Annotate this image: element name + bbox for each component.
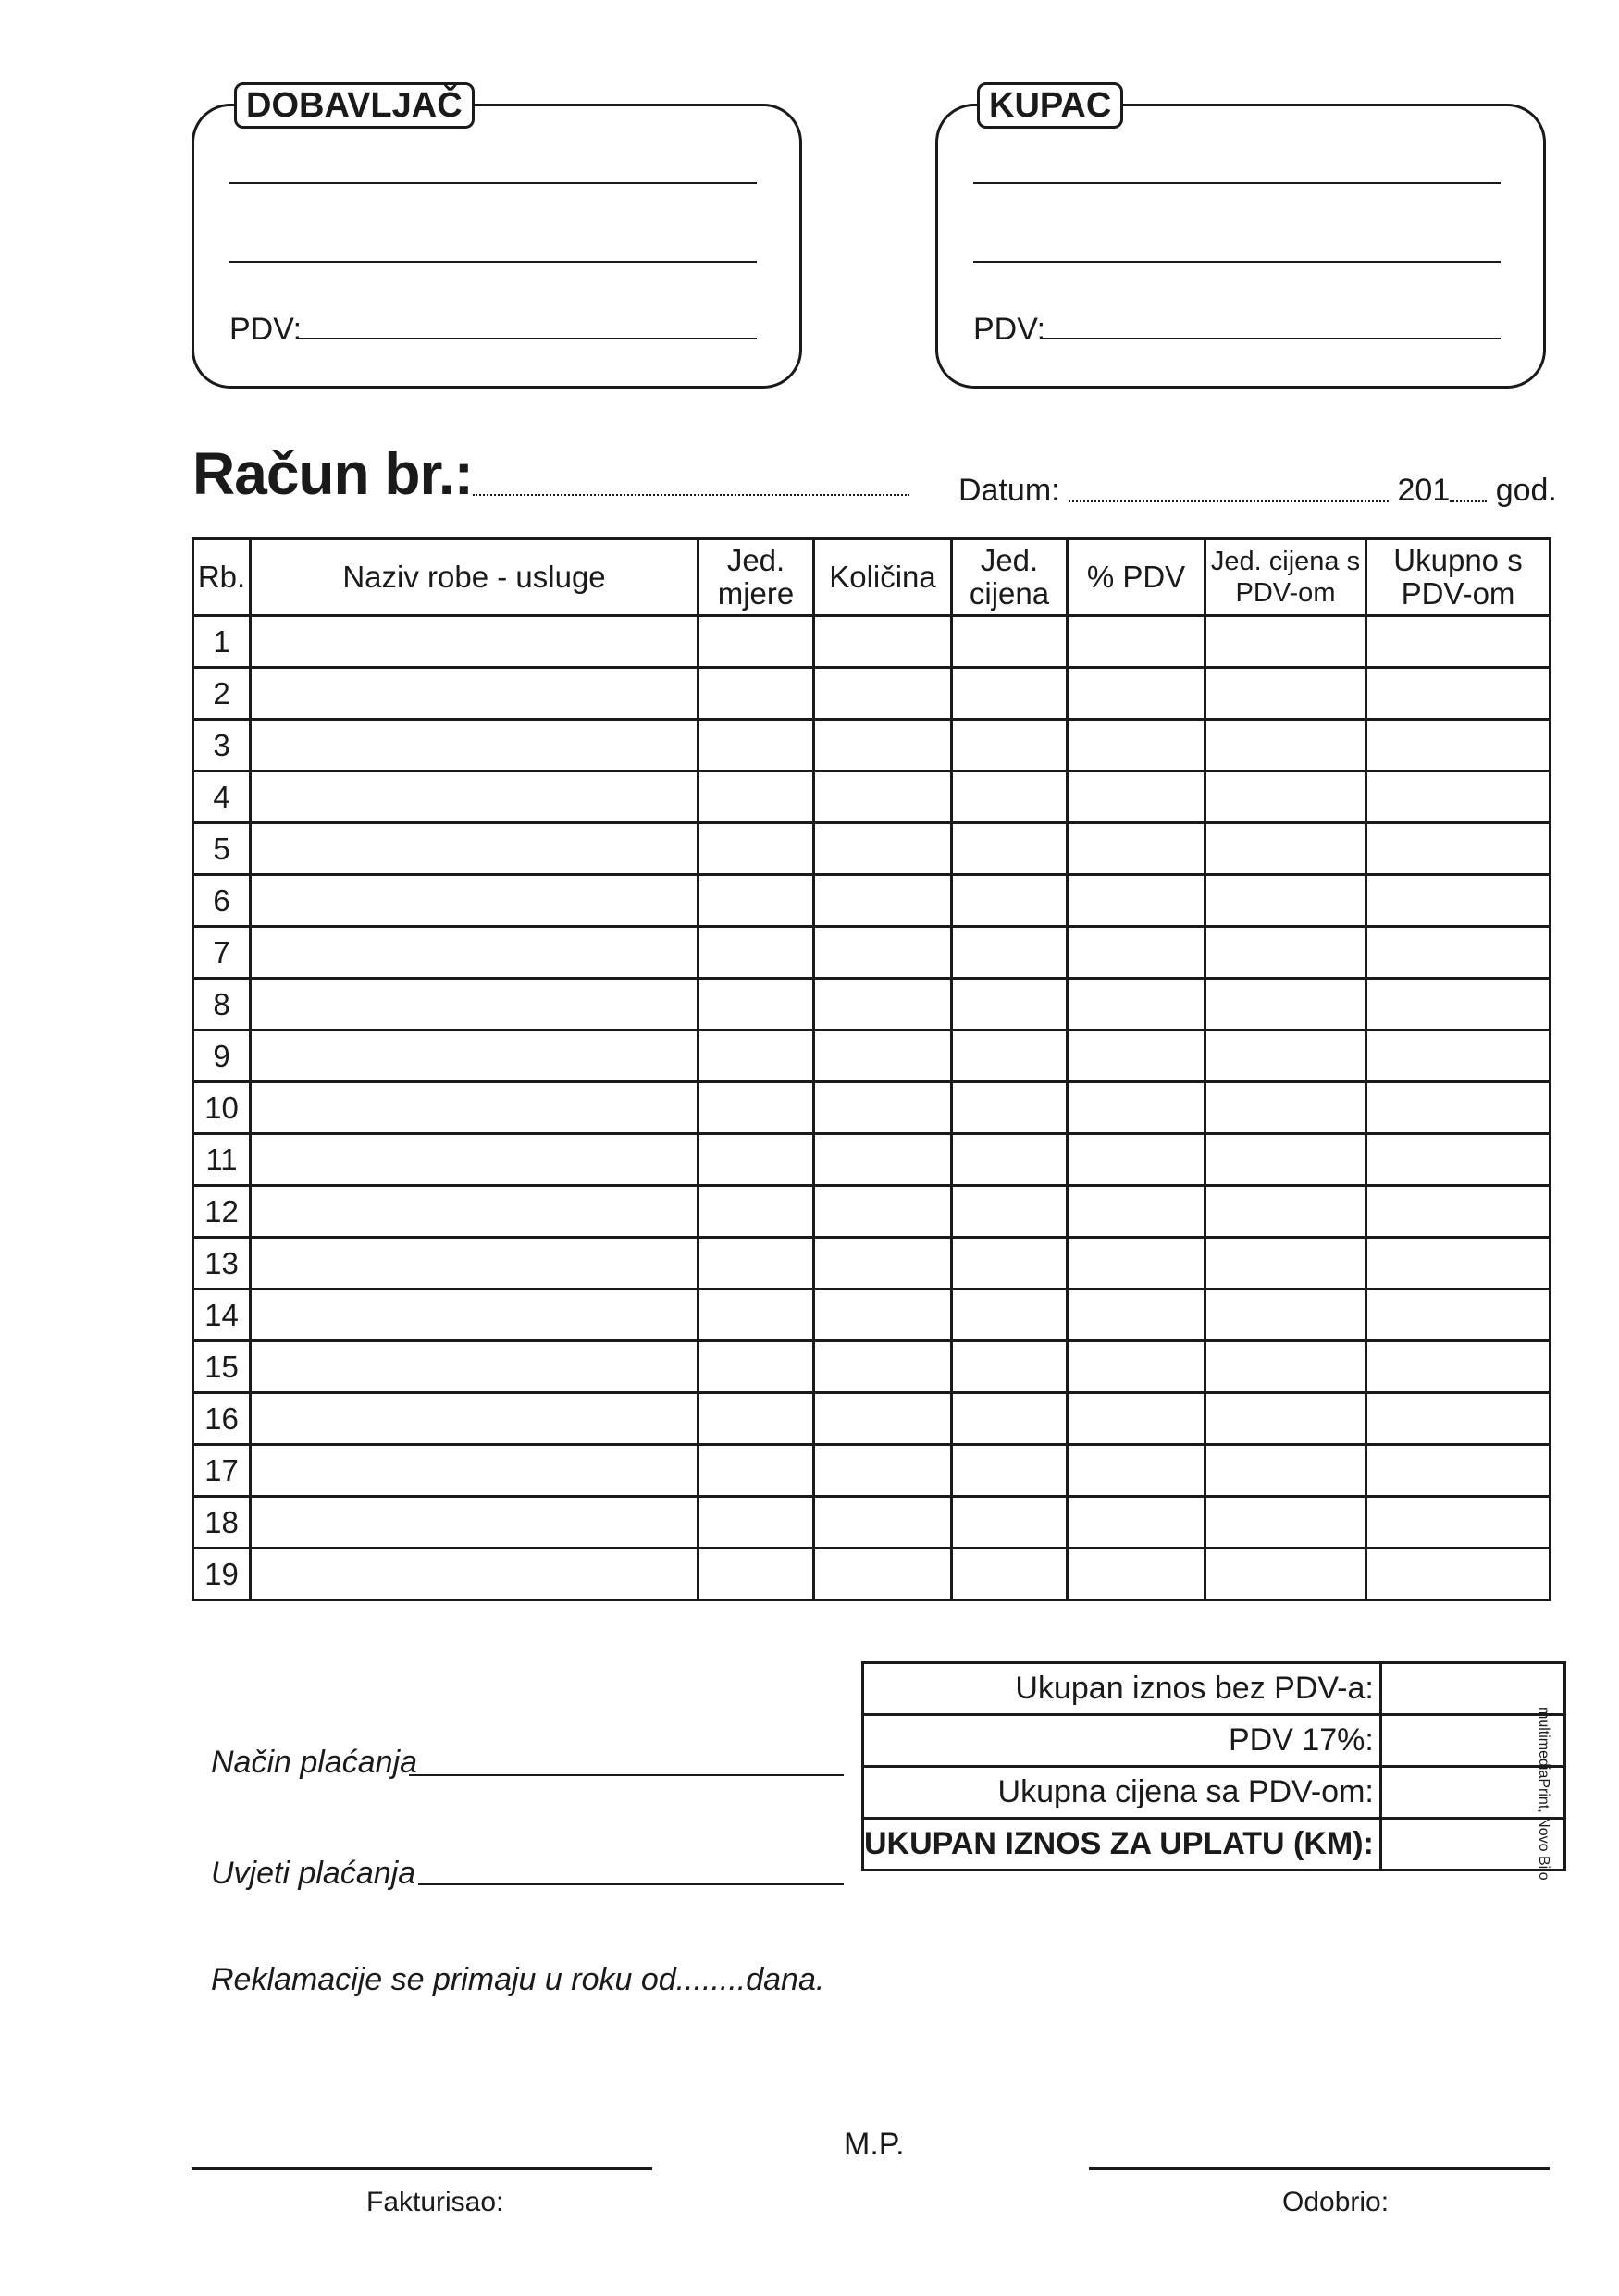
cell-jed-mjere[interactable]: [698, 1134, 814, 1186]
cell-jed-cijena[interactable]: [952, 1341, 1068, 1393]
table-row: [193, 1393, 1551, 1445]
header-ukupno-line2: PDV-om: [1401, 576, 1515, 611]
cell-ukupno[interactable]: [1366, 1134, 1551, 1186]
cell-jed-cijena[interactable]: [952, 875, 1068, 927]
cell-pdv[interactable]: [1068, 1341, 1205, 1393]
complaints-note: Reklamacije se primaju u roku od........dana.: [211, 1962, 825, 1997]
cell-kolicina[interactable]: [814, 1445, 952, 1497]
cell-pdv[interactable]: [1068, 1445, 1205, 1497]
fakturisao-signature-line[interactable]: [192, 2167, 652, 2170]
table-row: [193, 720, 1551, 772]
supplier-pdv-field[interactable]: [298, 338, 757, 339]
cell-jed-mjere[interactable]: [698, 668, 814, 720]
cell-ukupno[interactable]: [1366, 927, 1551, 979]
row-number: 18: [193, 1497, 251, 1549]
cell-jed-mjere[interactable]: [698, 823, 814, 875]
supplier-label: DOBAVLJAČ: [234, 82, 475, 129]
cell-ukupno[interactable]: [1366, 823, 1551, 875]
cell-jed-cijena[interactable]: [952, 772, 1068, 823]
cell-jed-cijena[interactable]: [952, 1549, 1068, 1600]
table-row: [193, 616, 1551, 668]
cell-jed-cijena[interactable]: [952, 979, 1068, 1031]
cell-naziv[interactable]: [251, 1238, 698, 1290]
row-number: 19: [193, 1549, 251, 1600]
cell-jed-mjere[interactable]: [698, 1238, 814, 1290]
row-number: 1: [193, 616, 251, 668]
payment-method-field[interactable]: [409, 1774, 844, 1776]
cell-jed-mjere[interactable]: [698, 1082, 814, 1134]
supplier-line-1[interactable]: [229, 182, 757, 184]
row-number: 12: [193, 1186, 251, 1238]
cell-naziv[interactable]: [251, 875, 698, 927]
cell-naziv[interactable]: [251, 1186, 698, 1238]
cell-naziv[interactable]: [251, 720, 698, 772]
cell-ukupno[interactable]: [1366, 1497, 1551, 1549]
cell-kolicina[interactable]: [814, 1290, 952, 1341]
cell-jed-cijena[interactable]: [952, 927, 1068, 979]
date-row: [958, 467, 1557, 513]
cell-kolicina[interactable]: [814, 1341, 952, 1393]
table-row: [193, 875, 1551, 927]
row-number: 8: [193, 979, 251, 1031]
cell-jed-cijena-pdv[interactable]: [1205, 772, 1366, 823]
cell-kolicina[interactable]: [814, 1238, 952, 1290]
cell-ukupno[interactable]: [1366, 720, 1551, 772]
cell-jed-cijena-pdv[interactable]: [1205, 720, 1366, 772]
cell-pdv[interactable]: [1068, 1031, 1205, 1082]
cell-jed-cijena-pdv[interactable]: [1205, 1393, 1366, 1445]
row-number: 14: [193, 1290, 251, 1341]
cell-jed-cijena[interactable]: [952, 823, 1068, 875]
cell-kolicina[interactable]: [814, 720, 952, 772]
cell-jed-cijena-pdv[interactable]: [1205, 1238, 1366, 1290]
payment-method-label: Način plaćanja: [211, 1745, 418, 1780]
invoice-title: Račun br.:: [192, 440, 473, 507]
cell-kolicina[interactable]: [814, 772, 952, 823]
cell-jed-mjere[interactable]: [698, 1290, 814, 1341]
cell-kolicina[interactable]: [814, 1031, 952, 1082]
table-row: [193, 1238, 1551, 1290]
cell-jed-cijena[interactable]: [952, 1134, 1068, 1186]
table-row: [193, 1497, 1551, 1549]
cell-jed-cijena[interactable]: [952, 1497, 1068, 1549]
cell-jed-cijena[interactable]: [952, 1290, 1068, 1341]
year-field[interactable]: [1450, 467, 1487, 502]
cell-jed-cijena-pdv[interactable]: [1205, 1186, 1366, 1238]
row-number: 10: [193, 1082, 251, 1134]
cell-naziv[interactable]: [251, 1134, 698, 1186]
header-kolicina: Količina: [814, 539, 952, 616]
header-jed-cijena-line2: cijena: [969, 576, 1050, 611]
cell-jed-mjere[interactable]: [698, 772, 814, 823]
cell-jed-cijena-pdv[interactable]: [1205, 1445, 1366, 1497]
mp-stamp-label: M.P.: [844, 2127, 905, 2162]
cell-jed-cijena-pdv[interactable]: [1205, 1082, 1366, 1134]
header-jed-mjere: [698, 539, 814, 616]
totals-table: [861, 1661, 1566, 1871]
cell-jed-cijena[interactable]: [952, 1445, 1068, 1497]
cell-kolicina[interactable]: [814, 1549, 952, 1600]
cell-ukupno[interactable]: [1366, 875, 1551, 927]
buyer-line-2[interactable]: [973, 261, 1501, 263]
table-row: [193, 1445, 1551, 1497]
header-jed-mjere-line1: Jed.: [726, 543, 785, 577]
cell-kolicina[interactable]: [814, 616, 952, 668]
header-jed-cijena-pdv: [1205, 539, 1366, 616]
cell-kolicina[interactable]: [814, 1082, 952, 1134]
cell-jed-mjere[interactable]: [698, 1393, 814, 1445]
cell-pdv[interactable]: [1068, 1549, 1205, 1600]
cell-kolicina[interactable]: [814, 1393, 952, 1445]
header-jed-cijena: [952, 539, 1068, 616]
cell-pdv[interactable]: [1068, 668, 1205, 720]
row-number: 17: [193, 1445, 251, 1497]
cell-kolicina[interactable]: [814, 979, 952, 1031]
cell-jed-cijena-pdv[interactable]: [1205, 1031, 1366, 1082]
totals-row: [863, 1663, 1565, 1715]
cell-jed-cijena-pdv[interactable]: [1205, 1290, 1366, 1341]
total-za-uplatu-label: UKUPAN IZNOS ZA UPLATU (KM):: [863, 1819, 1381, 1870]
cell-pdv[interactable]: [1068, 1134, 1205, 1186]
pdv17-label: PDV 17%:: [863, 1715, 1381, 1767]
cell-jed-cijena-pdv[interactable]: [1205, 875, 1366, 927]
row-number: 6: [193, 875, 251, 927]
row-number: 9: [193, 1031, 251, 1082]
buyer-label: KUPAC: [977, 82, 1123, 129]
cell-jed-mjere[interactable]: [698, 875, 814, 927]
row-number: 5: [193, 823, 251, 875]
header-rb: Rb.: [193, 539, 251, 616]
header-pdv: % PDV: [1068, 539, 1205, 616]
cell-naziv[interactable]: [251, 1031, 698, 1082]
cell-jed-cijena[interactable]: [952, 1393, 1068, 1445]
payment-terms-field[interactable]: [418, 1883, 844, 1885]
cell-jed-cijena[interactable]: [952, 668, 1068, 720]
cell-ukupno[interactable]: [1366, 1445, 1551, 1497]
buyer-pdv-field[interactable]: [1042, 338, 1501, 339]
cell-pdv[interactable]: [1068, 1290, 1205, 1341]
cell-jed-cijena[interactable]: [952, 1186, 1068, 1238]
cell-naziv[interactable]: [251, 927, 698, 979]
table-row: [193, 1082, 1551, 1134]
cell-naziv[interactable]: [251, 616, 698, 668]
row-number: 2: [193, 668, 251, 720]
cell-naziv[interactable]: [251, 1290, 698, 1341]
cell-naziv[interactable]: [251, 1497, 698, 1549]
row-number: 11: [193, 1134, 251, 1186]
cell-jed-mjere[interactable]: [698, 1341, 814, 1393]
buyer-pdv-label: PDV:: [973, 312, 1046, 347]
table-row: [193, 668, 1551, 720]
cell-naziv[interactable]: [251, 1549, 698, 1600]
cell-ukupno[interactable]: [1366, 1341, 1551, 1393]
header-ukupno-line1: Ukupno s: [1393, 543, 1523, 577]
cell-jed-mjere[interactable]: [698, 1186, 814, 1238]
cell-kolicina[interactable]: [814, 1134, 952, 1186]
cell-ukupno[interactable]: [1366, 772, 1551, 823]
invoice-title-row: [192, 437, 909, 511]
buyer-line-1[interactable]: [973, 182, 1501, 184]
cell-jed-mjere[interactable]: [698, 1497, 814, 1549]
odobrio-signature-line[interactable]: [1089, 2167, 1550, 2170]
cell-ukupno[interactable]: [1366, 1549, 1551, 1600]
odobrio-label: Odobrio:: [1282, 2187, 1390, 2217]
year-suffix: god.: [1495, 473, 1557, 508]
cell-jed-mjere[interactable]: [698, 1549, 814, 1600]
cell-pdv[interactable]: [1068, 1238, 1205, 1290]
row-number: 15: [193, 1341, 251, 1393]
cell-jed-cijena-pdv[interactable]: [1205, 668, 1366, 720]
cell-kolicina[interactable]: [814, 823, 952, 875]
cell-pdv[interactable]: [1068, 1186, 1205, 1238]
cell-naziv[interactable]: [251, 772, 698, 823]
cell-naziv[interactable]: [251, 1341, 698, 1393]
cell-pdv[interactable]: [1068, 772, 1205, 823]
date-field[interactable]: [1069, 467, 1389, 502]
header-jed-mjere-line2: mjere: [717, 576, 795, 611]
cell-jed-cijena-pdv[interactable]: [1205, 1341, 1366, 1393]
cell-jed-cijena-pdv[interactable]: [1205, 823, 1366, 875]
cell-ukupno[interactable]: [1366, 979, 1551, 1031]
printer-credit: multimediaPrint, Novo Bilo: [1536, 1707, 1551, 1881]
cell-jed-cijena-pdv[interactable]: [1205, 1549, 1366, 1600]
cell-jed-cijena[interactable]: [952, 720, 1068, 772]
row-number: 7: [193, 927, 251, 979]
totals-row: [863, 1767, 1565, 1819]
cell-jed-cijena-pdv[interactable]: [1205, 927, 1366, 979]
table-row: [193, 823, 1551, 875]
supplier-line-2[interactable]: [229, 261, 757, 263]
cell-kolicina[interactable]: [814, 875, 952, 927]
payment-terms-label: Uvjeti plaćanja: [211, 1856, 416, 1891]
cell-jed-mjere[interactable]: [698, 1445, 814, 1497]
supplier-pdv-label: PDV:: [229, 312, 303, 347]
table-row: [193, 1290, 1551, 1341]
table-row: [193, 979, 1551, 1031]
cell-pdv[interactable]: [1068, 823, 1205, 875]
cell-jed-mjere[interactable]: [698, 927, 814, 979]
totals-row: [863, 1819, 1565, 1870]
cell-ukupno[interactable]: [1366, 1290, 1551, 1341]
cell-ukupno[interactable]: [1366, 1238, 1551, 1290]
invoice-number-field[interactable]: [473, 437, 909, 496]
cell-jed-cijena[interactable]: [952, 1082, 1068, 1134]
table-row: [193, 1134, 1551, 1186]
cell-jed-mjere[interactable]: [698, 1031, 814, 1082]
row-number: 4: [193, 772, 251, 823]
cell-ukupno[interactable]: [1366, 668, 1551, 720]
cell-naziv[interactable]: [251, 1445, 698, 1497]
cell-naziv[interactable]: [251, 668, 698, 720]
cell-jed-mjere[interactable]: [698, 979, 814, 1031]
cell-jed-mjere[interactable]: [698, 720, 814, 772]
cell-ukupno[interactable]: [1366, 1031, 1551, 1082]
totals-row: [863, 1715, 1565, 1767]
row-number: 16: [193, 1393, 251, 1445]
cell-ukupno[interactable]: [1366, 1082, 1551, 1134]
cell-jed-cijena-pdv[interactable]: [1205, 979, 1366, 1031]
cell-kolicina[interactable]: [814, 1186, 952, 1238]
header-jed-cijena-line1: Jed.: [980, 543, 1039, 577]
table-row: [193, 1549, 1551, 1600]
total-bez-pdv-label: Ukupan iznos bez PDV-a:: [863, 1663, 1381, 1715]
cell-pdv[interactable]: [1068, 1497, 1205, 1549]
year-prefix: 201: [1397, 473, 1451, 508]
table-row: [193, 1186, 1551, 1238]
items-table: [192, 537, 1551, 1601]
cell-naziv[interactable]: [251, 1393, 698, 1445]
cell-ukupno[interactable]: [1366, 1186, 1551, 1238]
cell-kolicina[interactable]: [814, 668, 952, 720]
cell-naziv[interactable]: [251, 823, 698, 875]
row-number: 3: [193, 720, 251, 772]
cell-pdv[interactable]: [1068, 927, 1205, 979]
cell-pdv[interactable]: [1068, 1393, 1205, 1445]
header-jed-cijena-pdv-line1: Jed. cijena s: [1210, 547, 1361, 576]
cell-pdv[interactable]: [1068, 979, 1205, 1031]
cell-jed-cijena[interactable]: [952, 1031, 1068, 1082]
date-label: Datum:: [958, 473, 1060, 508]
table-header-row: [193, 539, 1551, 616]
cell-pdv[interactable]: [1068, 720, 1205, 772]
table-row: [193, 1341, 1551, 1393]
row-number: 13: [193, 1238, 251, 1290]
cell-jed-cijena[interactable]: [952, 1238, 1068, 1290]
cell-naziv[interactable]: [251, 1082, 698, 1134]
fakturisao-label: Fakturisao:: [366, 2187, 504, 2217]
cell-naziv[interactable]: [251, 979, 698, 1031]
cell-ukupno[interactable]: [1366, 616, 1551, 668]
cell-ukupno[interactable]: [1366, 1393, 1551, 1445]
total-sa-pdv-label: Ukupna cijena sa PDV-om:: [863, 1767, 1381, 1819]
cell-jed-mjere[interactable]: [698, 616, 814, 668]
cell-jed-cijena-pdv[interactable]: [1205, 1497, 1366, 1549]
header-naziv: Naziv robe - usluge: [251, 539, 698, 616]
cell-kolicina[interactable]: [814, 1497, 952, 1549]
cell-jed-cijena[interactable]: [952, 616, 1068, 668]
cell-pdv[interactable]: [1068, 616, 1205, 668]
cell-jed-cijena-pdv[interactable]: [1205, 1134, 1366, 1186]
cell-pdv[interactable]: [1068, 1082, 1205, 1134]
table-row: [193, 1031, 1551, 1082]
table-row: [193, 927, 1551, 979]
cell-kolicina[interactable]: [814, 927, 952, 979]
header-jed-cijena-pdv-line2: PDV-om: [1235, 578, 1336, 608]
cell-pdv[interactable]: [1068, 875, 1205, 927]
header-ukupno: [1366, 539, 1551, 616]
cell-jed-cijena-pdv[interactable]: [1205, 616, 1366, 668]
table-row: [193, 772, 1551, 823]
